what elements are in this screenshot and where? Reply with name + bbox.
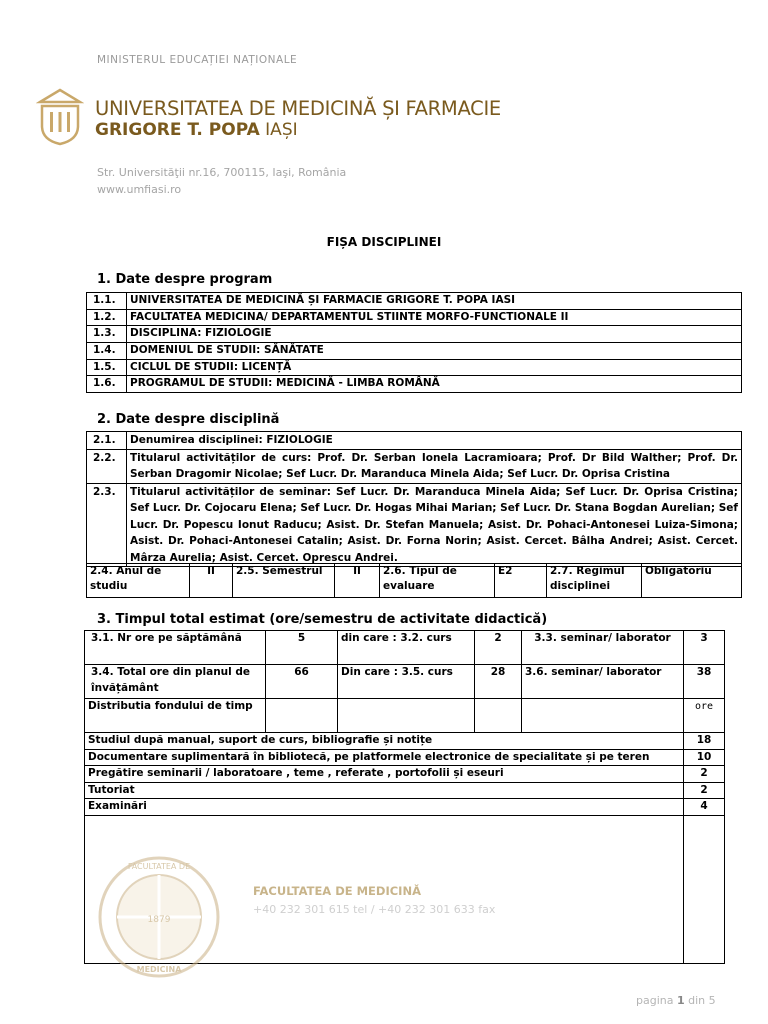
svg-text:1879: 1879 [147, 915, 171, 925]
table-row: 2.1. Denumirea disciplinei: FIZIOLOGIE [87, 432, 742, 450]
table-row: Studiul după manual, suport de curs, bibliografie și notițe 18 [85, 733, 725, 750]
table-row: 2.3. Titularul activităților de seminar: Sef Lucr. Dr. Maranduca Minela Aida; Sef Lucr. Dr. Oprisa Cristina; Sef Lucr. Dr. Cojocaru Elena; Sef Lucr. Dr. Hogas Mihai Marian; Sef Lucr. Dr. Stana Bogdan Aurelian; Sef Lucr. Dr. Popescu Ionut Raducu; Asist. Dr. Stefan Manuela; Asist. Dr. Pohaci-Antonesei Luiza-Simona; Asist. Dr. Pohaci-Antonesei Catalin; Asist. Dr. Forna Norin; Asist. Cercet. Bâlha Andrei; Asist. Cercet. Mârza Aurelia; Asist. Cercet. Oprescu Andrei. [87, 483, 742, 567]
program-table [86, 292, 742, 393]
university-name: UNIVERSITATEA DE MEDICINĂ ȘI FARMACIE [95, 97, 501, 120]
ministry-name: MINISTERUL EDUCAȚIEI NAȚIONALE [97, 54, 298, 66]
svg-text:FACULTATEA DE: FACULTATEA DE [127, 862, 191, 871]
table-row: 2.4. Anul de studiu II 2.5. Semestrul II 2.6. Tipul de evaluare E2 2.7. Regimul disciplinei Obligatoriu [87, 564, 742, 598]
table-row: 1.4. DOMENIUL DE STUDII: SĂNĂTATE [87, 343, 742, 360]
website-link[interactable]: www.umfiasi.ro [97, 183, 182, 196]
table-row: 3.4. Total ore din planul de învățământ 66 Din care : 3.5. curs 28 3.6. seminar/ laborator 38 [85, 665, 725, 699]
table-row: Tutoriat 2 [85, 782, 725, 799]
table-row: 1.5. CICLUL DE STUDII: LICENȚĂ [87, 359, 742, 376]
page-number: pagina 1 din 5 [636, 994, 716, 1007]
table-row: 1.3. DISCIPLINA: FIZIOLOGIE [87, 326, 742, 343]
table-row: 1.6. PROGRAMUL DE STUDII: MEDICINĂ - LIMBA ROMÂNĂ [87, 376, 742, 393]
table-row: Documentare suplimentară în bibliotecă, pe platformele electronice de specialitate și pe teren 10 [85, 749, 725, 766]
document-title: FIȘA DISCIPLINEI [326, 235, 442, 249]
discipline-table [86, 431, 742, 567]
address-block [97, 164, 346, 198]
section3-title: 3. Timpul total estimat (ore/semestru de activitate didactică) [97, 612, 548, 627]
section1-title: 1. Date despre program [97, 272, 273, 287]
faculty-seal-icon [96, 856, 222, 978]
university-subname: GRIGORE T. POPA IAȘI [95, 120, 298, 140]
table-row: Pregătire seminarii / laboratoare , teme , referate , portofolii și eseuri 2 [85, 766, 725, 783]
table-row: 1.1. UNIVERSITATEA DE MEDICINĂ ȘI FARMACIE GRIGORE T. POPA IASI [87, 293, 742, 310]
faculty-phones: +40 232 301 615 tel / +40 232 301 633 fax [253, 903, 496, 916]
table-row: Examinări 4 [85, 799, 725, 816]
address-text: Str. Universităţii nr.16, 700115, Iaşi, România [97, 166, 347, 179]
svg-text:MEDICINA: MEDICINA [136, 965, 182, 974]
table-row: 1.2. FACULTATEA MEDICINA/ DEPARTAMENTUL STIINTE MORFO-FUNCTIONALE II [87, 309, 742, 326]
discipline-details-table [86, 563, 742, 598]
faculty-name: FACULTATEA DE MEDICINĂ [253, 884, 421, 898]
table-row: 3.1. Nr ore pe săptămână 5 din care : 3.2. curs 2 3.3. seminar/ laborator 3 [85, 631, 725, 665]
section2-title: 2. Date despre disciplină [97, 412, 280, 427]
university-logo-icon [36, 86, 84, 146]
table-row: Distributia fondului de timp ore [85, 699, 725, 733]
table-row: 2.2. Titularul activităților de curs: Prof. Dr. Serban Ionela Lacramioara; Prof. Dr Bild Walther; Prof. Dr. Serban Dragomir Nicolae; Sef Lucr. Dr. Maranduca Minela Aida; Sef Lucr. Dr. Oprisa Cristina [87, 449, 742, 483]
